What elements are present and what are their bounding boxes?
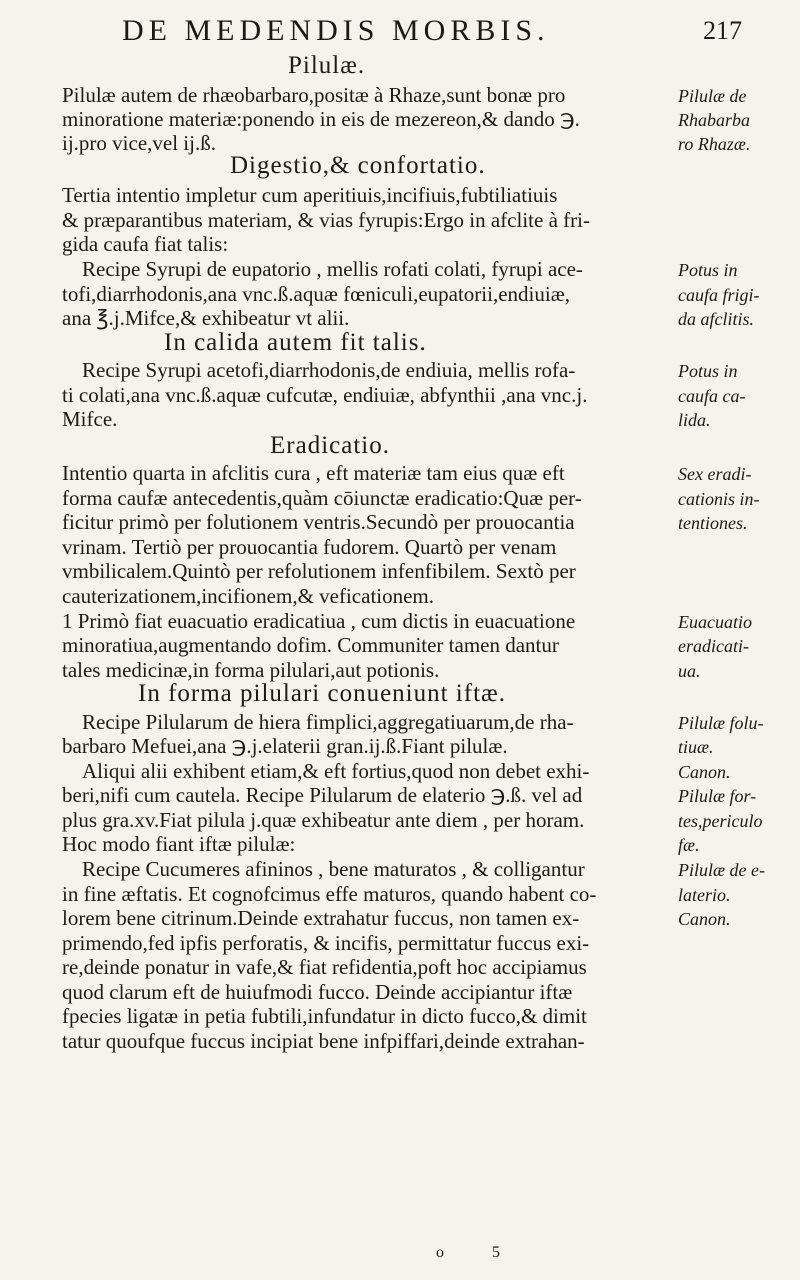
text-line: Pilulæ autem de rhæobarbaro,positæ à Rhaze,sunt bonæ pro: [62, 83, 566, 107]
margin-note: ua.: [678, 661, 701, 681]
text-line: minoratione materiæ:ponendo in eis de mezereon,& dando ℈.: [62, 107, 580, 131]
page-header: [122, 14, 742, 54]
margin-note: caufa frigi-: [678, 285, 760, 305]
margin-note: Pilulæ for-: [678, 786, 757, 806]
catchword: o 5: [436, 1244, 522, 1261]
margin-note: Euacuatio: [678, 612, 752, 632]
margin-note: fæ.: [678, 835, 700, 855]
margin-note: Pilulæ de: [678, 86, 747, 106]
margin-note: Canon.: [678, 909, 731, 929]
text-line: Recipe Pilularum de hiera fimplici,aggregatiuarum,de rha-: [82, 710, 574, 734]
text-line: beri,nifi cum cautela. Recipe Pilularum de elaterio ℈.ß. vel ad: [62, 783, 583, 807]
text-line: & præparantibus materiam, & vias fyrupis:Ergo in afclite à fri-: [62, 208, 590, 232]
text-line: Recipe Syrupi acetofi,diarrhodonis,de endiuia, mellis rofa-: [82, 358, 576, 382]
margin-note: da afclitis.: [678, 309, 754, 329]
text-line: ficitur primò per folutionem ventris.Secundò per prouocantia: [62, 510, 575, 534]
section-heading-digestio: Digestio,& confortatio.: [230, 152, 486, 179]
margin-note: laterio.: [678, 885, 731, 905]
text-line: Aliqui alii exhibent etiam,& eft fortius,quod non debet exhi-: [82, 759, 590, 783]
text-line: Recipe Cucumeres afininos , bene maturatos , & colligantur: [82, 857, 585, 881]
text-line: Mifce.: [62, 407, 118, 431]
text-line: plus gra.xv.Fiat pilula j.quæ exhibeatur ante diem , per horam.: [62, 808, 585, 832]
text-line: ana ℥.j.Mifce,& exhibeatur vt alii.: [62, 306, 350, 330]
margin-note: cationis in-: [678, 489, 760, 509]
margin-note: Potus in: [678, 260, 738, 280]
text-line: vrinam. Tertiò per prouocantia fudorem. Quartò per venam: [62, 535, 557, 559]
text-line: lorem bene citrinum.Deinde extrahatur fuccus, non tamen ex-: [62, 906, 580, 930]
section-heading-calida: In calida autem fit talis.: [164, 329, 427, 356]
margin-note: tes,periculo: [678, 811, 763, 831]
margin-note: Sex eradi-: [678, 464, 752, 484]
text-line: ti colati,ana vnc.ß.aquæ cufcutæ, endiuiæ, abfynthii ,ana vnc.j.: [62, 383, 588, 407]
text-line: primendo,fed ipfis perforatis, & incifis, permittatur fuccus exi-: [62, 931, 590, 955]
text-line: gida caufa fiat talis:: [62, 232, 229, 256]
margin-note: Pilulæ de e-: [678, 860, 765, 880]
margin-note: tentiones.: [678, 513, 748, 533]
margin-note: Pilulæ folu-: [678, 713, 764, 733]
text-line: Recipe Syrupi de eupatorio , mellis rofati colati, fyrupi ace-: [82, 257, 583, 281]
section-heading-eradicatio: Eradicatio.: [270, 432, 390, 459]
text-line: cauterizationem,incifionem,& veficationem.: [62, 584, 435, 608]
text-line: tatur quoufque fuccus incipiat bene infpiffari,deinde extrahan-: [62, 1029, 585, 1053]
section-heading-pilulae: Pilulæ.: [288, 52, 366, 79]
margin-note: lida.: [678, 410, 711, 430]
running-title: DE MEDENDIS MORBIS.: [122, 14, 550, 47]
margin-note: Potus in: [678, 361, 738, 381]
text-line: barbaro Mefuei,ana ℈.j.elaterii gran.ij.ß.Fiant pilulæ.: [62, 734, 508, 758]
margin-note: Rhabarba: [678, 110, 750, 130]
text-line: 1 Primò fiat euacuatio eradicatiua , cum dictis in euacuatione: [62, 609, 576, 633]
text-line: Hoc modo fiant iftæ pilulæ:: [62, 832, 296, 856]
margin-note: Canon.: [678, 762, 731, 782]
text-line: forma caufæ antecedentis,quàm cōiunctæ eradicatio:Quæ per-: [62, 486, 582, 510]
text-line: vmbilicalem.Quintò per refolutionem infenfibilem. Sextò per: [62, 559, 576, 583]
text-line: minoratiua,augmentando dofim. Communiter tamen dantur: [62, 633, 559, 657]
margin-note: ro Rhazæ.: [678, 134, 751, 154]
text-line: tofi,diarrhodonis,ana vnc.ß.aquæ fœniculi,eupatorii,endiuiæ,: [62, 282, 570, 306]
page-number: 217: [703, 16, 742, 45]
text-line: re,deinde ponatur in vafe,& fiat refidentia,poft hoc accipiamus: [62, 955, 587, 979]
text-line: ij.pro vice,vel ij.ß.: [62, 131, 216, 155]
text-line: fpecies ligatæ in petia fubtili,infundatur in dicto fucco,& dimit: [62, 1004, 587, 1028]
text-line: tales medicinæ,in forma pilulari,aut potionis.: [62, 658, 440, 682]
text-line: Tertia intentio impletur cum aperitiuis,incifiuis,fubtiliatiuis: [62, 183, 558, 207]
text-line: quod clarum eft de huiufmodi fucco. Deinde accipiantur iftæ: [62, 980, 573, 1004]
margin-note: eradicati-: [678, 636, 749, 656]
section-heading-forma-pilulari: In forma pilulari conueniunt iftæ.: [138, 680, 506, 707]
text-line: Intentio quarta in afclitis cura , eft materiæ tam eius quæ eft: [62, 461, 565, 485]
margin-note: tiuæ.: [678, 737, 714, 757]
margin-note: caufa ca-: [678, 386, 746, 406]
text-line: in fine æftatis. Et cognofcimus effe maturos, quando habent co-: [62, 882, 597, 906]
